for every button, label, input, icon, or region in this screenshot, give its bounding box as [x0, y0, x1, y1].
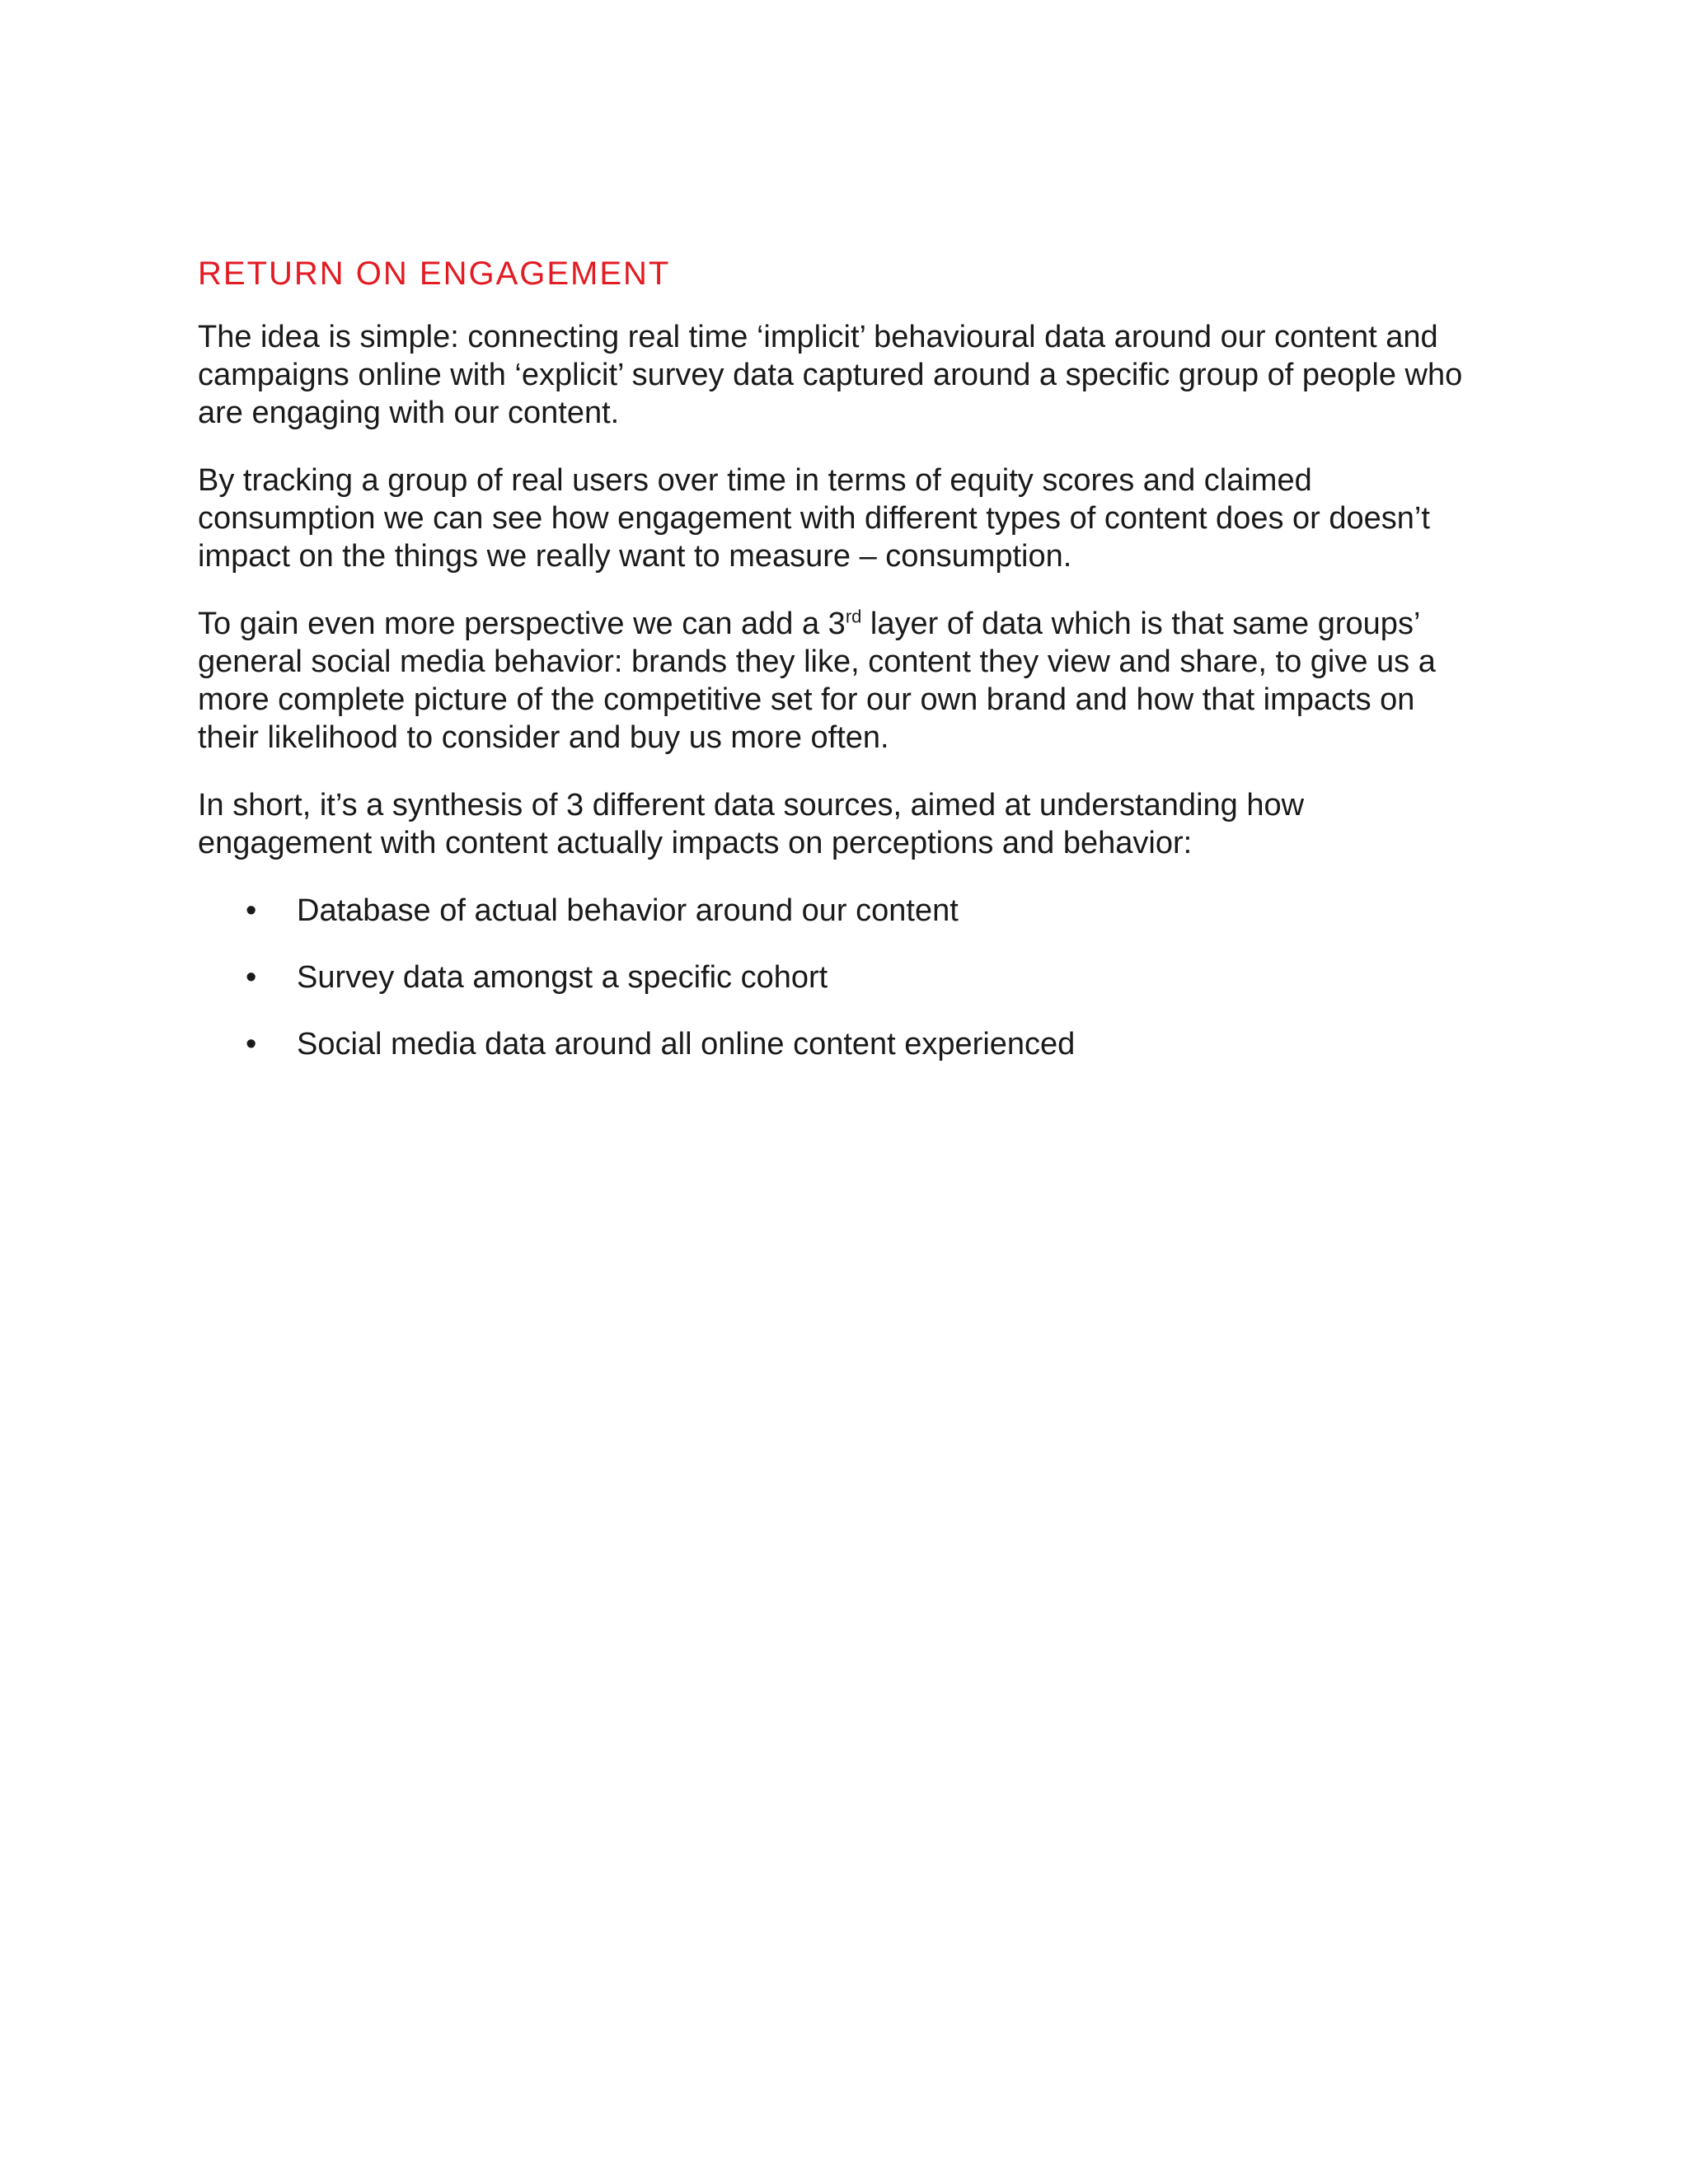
paragraph-3-start: To gain even more perspective we can add a 3 [198, 607, 846, 641]
list-item [198, 958, 1484, 996]
data-sources-list [198, 892, 1484, 1063]
list-item-text: Social media data around all online content experienced [297, 1027, 1076, 1062]
paragraph-3-end: layer of data which is that same groups’ general social media behavior: brands they like, content they view and share, to give us a more complete picture of the competitive set for our own brand and how that impacts on their likelihood to consider and buy us more often. [198, 607, 1436, 755]
paragraph-3 [198, 605, 1484, 757]
list-item [198, 892, 1484, 930]
list-item-text: Survey data amongst a specific cohort [297, 960, 828, 995]
section-heading: RETURN ON ENGAGEMENT [198, 255, 671, 292]
bullet-icon: • [246, 893, 257, 928]
document-page [198, 254, 1484, 1092]
bullet-icon: • [246, 1027, 257, 1062]
paragraph-1: The idea is simple: connecting real time ‘implicit’ behavioural data around our content and campaigns online with ‘explicit’ survey data captured around a specific group of people who are engaging with our content. [198, 320, 1463, 430]
paragraph-4: In short, it’s a synthesis of 3 different data sources, aimed at understanding how engagement with content actually impacts on perceptions and behavior: [198, 788, 1305, 860]
list-item [198, 1025, 1484, 1063]
ordinal-superscript: rd [845, 606, 862, 627]
paragraph-2: By tracking a group of real users over time in terms of equity scores and claimed consumption we can see how engagement with different types of content does or doesn’t impact on the things we really want to measure – consumption. [198, 463, 1430, 574]
bullet-icon: • [246, 960, 257, 995]
list-item-text: Database of actual behavior around our content [297, 893, 959, 928]
